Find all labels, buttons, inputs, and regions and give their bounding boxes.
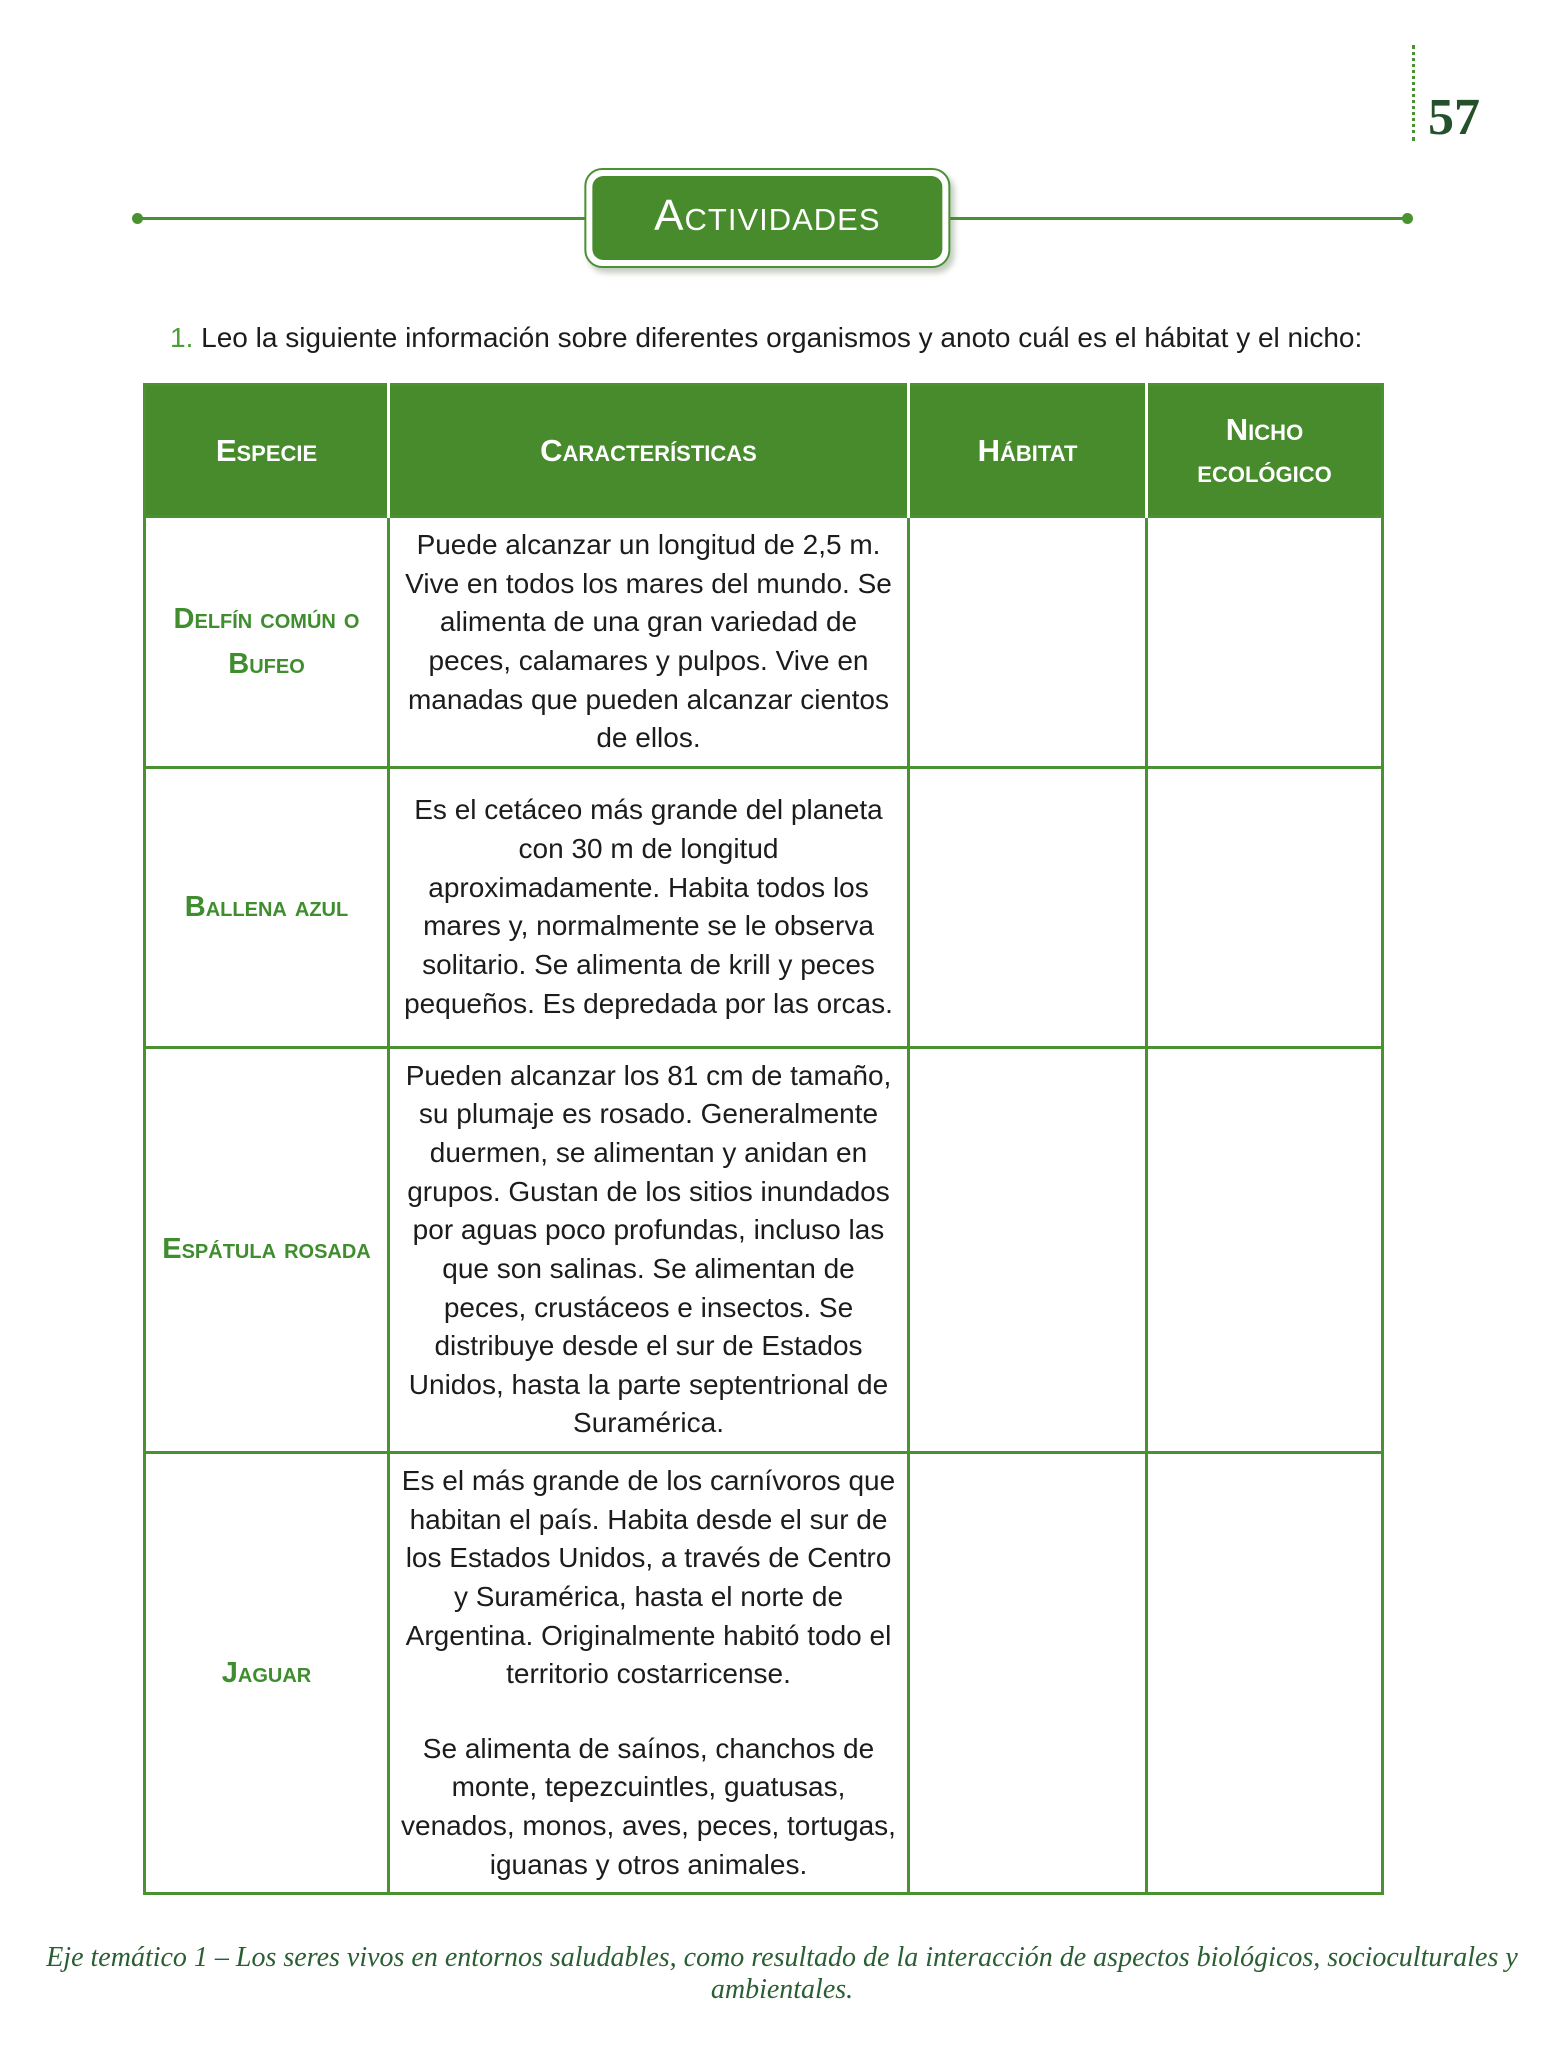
footer-theme-note: Eje temático 1 – Los seres vivos en entornos saludables, como resultado de la interacción de aspectos biológicos, socioculturales y ambientales. [46, 1942, 1518, 2005]
species-name: Ballena azul [145, 767, 389, 1047]
characteristics-cell [389, 517, 909, 768]
characteristics-paragraph: Es el más grande de los carnívoros que habitan el país. Habita desde el sur de los Estados Unidos, a través de Centro y Suramérica, hasta el norte de Argentina. Originalmente habitó todo el territorio costarricense. [401, 1465, 896, 1690]
activity-number: 1. [170, 322, 194, 353]
habitat-answer-cell [909, 767, 1147, 1047]
banner-rule-right-dot [1402, 213, 1413, 224]
species-name: Delfín común o Bufeo [145, 517, 389, 768]
habitat-answer-cell [909, 1453, 1147, 1894]
characteristics-cell [389, 1453, 909, 1894]
habitat-answer-cell [909, 1047, 1147, 1452]
habitat-answer-cell [909, 517, 1147, 768]
nicho-answer-cell [1147, 517, 1383, 768]
nicho-answer-cell [1147, 767, 1383, 1047]
characteristics-paragraph: Es el cetáceo más grande del planeta con 30 m de longitud aproximadamente. Habita todos los mares y, normalmente se le observa solitario. Se alimenta de krill y peces pequeños. Es depredada por las orcas. [404, 794, 893, 1019]
species-table [143, 383, 1384, 1895]
header-caracteristicas: Características [389, 385, 909, 517]
activity-instruction-text: Leo la siguiente información sobre diferentes organismos y anoto cuál es el hábitat y el nicho: [201, 322, 1363, 353]
nicho-answer-cell [1147, 1453, 1383, 1894]
activities-title: Actividades [592, 176, 942, 260]
table-row [145, 517, 1383, 768]
table-header [145, 385, 1383, 517]
table-row [145, 1453, 1383, 1894]
activities-banner [0, 168, 1564, 268]
activities-title-box [584, 168, 950, 268]
characteristics-cell [389, 1047, 909, 1452]
characteristics-paragraph: Puede alcanzar un longitud de 2,5 m. Vive en todos los mares del mundo. Se alimenta de una gran variedad de peces, calamares y pulpos. Vive en manadas que pueden alcanzar cientos de ellos. [405, 529, 892, 754]
header-nicho-ecologico: Nicho ecológico [1147, 385, 1383, 517]
characteristics-paragraph: Se alimenta de saínos, chanchos de monte, tepezcuintles, guatusas, venados, monos, aves, peces, tortugas, iguanas y otros animales. [401, 1732, 896, 1880]
species-name: Jaguar [145, 1453, 389, 1894]
table-body [145, 517, 1383, 1894]
header-habitat: Hábitat [909, 385, 1147, 517]
header-especie: Especie [145, 385, 389, 517]
table-header-row [145, 385, 1383, 517]
page-number: 57 [1428, 89, 1480, 147]
nicho-answer-cell [1147, 1047, 1383, 1452]
species-name: Espátula rosada [145, 1047, 389, 1452]
page-number-block [1412, 45, 1480, 147]
characteristics-cell [389, 767, 909, 1047]
table-row [145, 1047, 1383, 1452]
banner-rule-left-dot [132, 213, 143, 224]
activity-instruction [170, 320, 1362, 356]
table-row [145, 767, 1383, 1047]
characteristics-paragraph: Pueden alcanzar los 81 cm de tamaño, su plumaje es rosado. Generalmente duermen, se alimentan y anidan en grupos. Gustan de los sitios inundados por aguas poco profundas, incluso las que son salinas. Se alimentan de peces, crustáceos e insectos. Se distribuye desde el sur de Estados Unidos, hasta la parte septentrional de Suramérica. [405, 1059, 892, 1439]
